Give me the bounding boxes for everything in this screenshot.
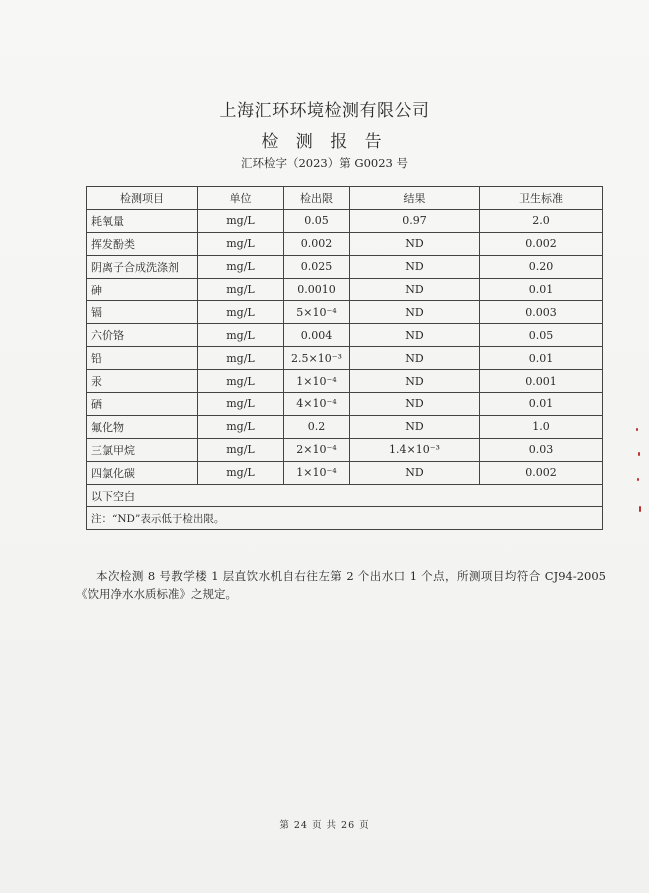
- cell-item: 阴离子合成洗涤剂: [87, 255, 198, 278]
- cell-result: ND: [350, 324, 480, 347]
- cell-standard: 0.01: [480, 278, 603, 301]
- cell-item: 四氯化碳: [87, 461, 198, 484]
- cell-unit: mg/L: [198, 278, 284, 301]
- table-row: [87, 301, 603, 324]
- cell-standard: 0.03: [480, 438, 603, 461]
- report-number: 汇环检字（2023）第 G0023 号: [240, 156, 409, 170]
- cell-detection-limit: 0.004: [284, 324, 350, 347]
- table-row: [87, 393, 603, 416]
- results-table: [86, 186, 603, 530]
- cell-standard: 0.002: [480, 232, 603, 255]
- note-text: 注：“ND”表示低于检出限。: [87, 507, 603, 530]
- note-row: [87, 507, 603, 530]
- table-header-row: [87, 187, 603, 210]
- cell-result: 0.97: [350, 209, 480, 232]
- cell-standard: 0.002: [480, 461, 603, 484]
- cell-unit: mg/L: [198, 255, 284, 278]
- table-row: [87, 438, 603, 461]
- scan-speck: [638, 452, 640, 456]
- cell-unit: mg/L: [198, 232, 284, 255]
- blank-row: [87, 484, 603, 507]
- cell-standard: 2.0: [480, 209, 603, 232]
- cell-standard: 0.001: [480, 370, 603, 393]
- cell-result: 1.4×10⁻³: [350, 438, 480, 461]
- cell-result: ND: [350, 393, 480, 416]
- cell-standard: 1.0: [480, 415, 603, 438]
- cell-result: ND: [350, 461, 480, 484]
- cell-item: 砷: [87, 278, 198, 301]
- cell-item: 铅: [87, 347, 198, 370]
- cell-standard: 0.20: [480, 255, 603, 278]
- cell-unit: mg/L: [198, 301, 284, 324]
- cell-item: 六价铬: [87, 324, 198, 347]
- cell-detection-limit: 2×10⁻⁴: [284, 438, 350, 461]
- cell-result: ND: [350, 255, 480, 278]
- cell-unit: mg/L: [198, 209, 284, 232]
- cell-result: ND: [350, 278, 480, 301]
- cell-unit: mg/L: [198, 461, 284, 484]
- table-row: [87, 370, 603, 393]
- scan-speck: [636, 428, 638, 431]
- cell-standard: 0.01: [480, 347, 603, 370]
- cell-unit: mg/L: [198, 415, 284, 438]
- cell-detection-limit: 1×10⁻⁴: [284, 370, 350, 393]
- cell-unit: mg/L: [198, 393, 284, 416]
- cell-item: 硒: [87, 393, 198, 416]
- cell-unit: mg/L: [198, 438, 284, 461]
- cell-unit: mg/L: [198, 370, 284, 393]
- table-row: [87, 347, 603, 370]
- report-title: 检 测 报 告: [261, 132, 388, 152]
- cell-standard: 0.003: [480, 301, 603, 324]
- header-result: 结果: [350, 187, 480, 210]
- cell-result: ND: [350, 232, 480, 255]
- table-row: [87, 232, 603, 255]
- cell-item: 三氯甲烷: [87, 438, 198, 461]
- cell-detection-limit: 0.002: [284, 232, 350, 255]
- scan-speck: [637, 478, 639, 481]
- company-name: 上海汇环环境检测有限公司: [219, 101, 430, 121]
- cell-detection-limit: 4×10⁻⁴: [284, 393, 350, 416]
- cell-detection-limit: 0.0010: [284, 278, 350, 301]
- cell-unit: mg/L: [198, 324, 284, 347]
- cell-result: ND: [350, 347, 480, 370]
- header-unit: 单位: [198, 187, 284, 210]
- table-row: [87, 255, 603, 278]
- scan-speck: [639, 506, 641, 512]
- cell-standard: 0.01: [480, 393, 603, 416]
- page-footer: 第 24 页 共 26 页: [279, 820, 370, 831]
- cell-item: 氟化物: [87, 415, 198, 438]
- cell-detection-limit: 2.5×10⁻³: [284, 347, 350, 370]
- cell-standard: 0.05: [480, 324, 603, 347]
- header-standard: 卫生标准: [480, 187, 603, 210]
- cell-item: 汞: [87, 370, 198, 393]
- cell-result: ND: [350, 301, 480, 324]
- cell-item: 镉: [87, 301, 198, 324]
- cell-result: ND: [350, 415, 480, 438]
- table-row: [87, 324, 603, 347]
- blank-row-text: 以下空白: [87, 484, 603, 507]
- cell-detection-limit: 5×10⁻⁴: [284, 301, 350, 324]
- cell-detection-limit: 0.05: [284, 209, 350, 232]
- table-row: [87, 461, 603, 484]
- table-row: [87, 278, 603, 301]
- cell-item: 挥发酚类: [87, 232, 198, 255]
- cell-unit: mg/L: [198, 347, 284, 370]
- cell-detection-limit: 0.2: [284, 415, 350, 438]
- conclusion-paragraph: 本次检测 8 号教学楼 1 层直饮水机自右往左第 2 个出水口 1 个点，所测项目均符合 CJ94-2005《饮用净水水质标准》之规定。: [76, 569, 606, 601]
- cell-result: ND: [350, 370, 480, 393]
- cell-detection-limit: 0.025: [284, 255, 350, 278]
- cell-detection-limit: 1×10⁻⁴: [284, 461, 350, 484]
- header-item: 检测项目: [87, 187, 198, 210]
- cell-item: 耗氧量: [87, 209, 198, 232]
- header-detection-limit: 检出限: [284, 187, 350, 210]
- table-row: [87, 209, 603, 232]
- table-row: [87, 415, 603, 438]
